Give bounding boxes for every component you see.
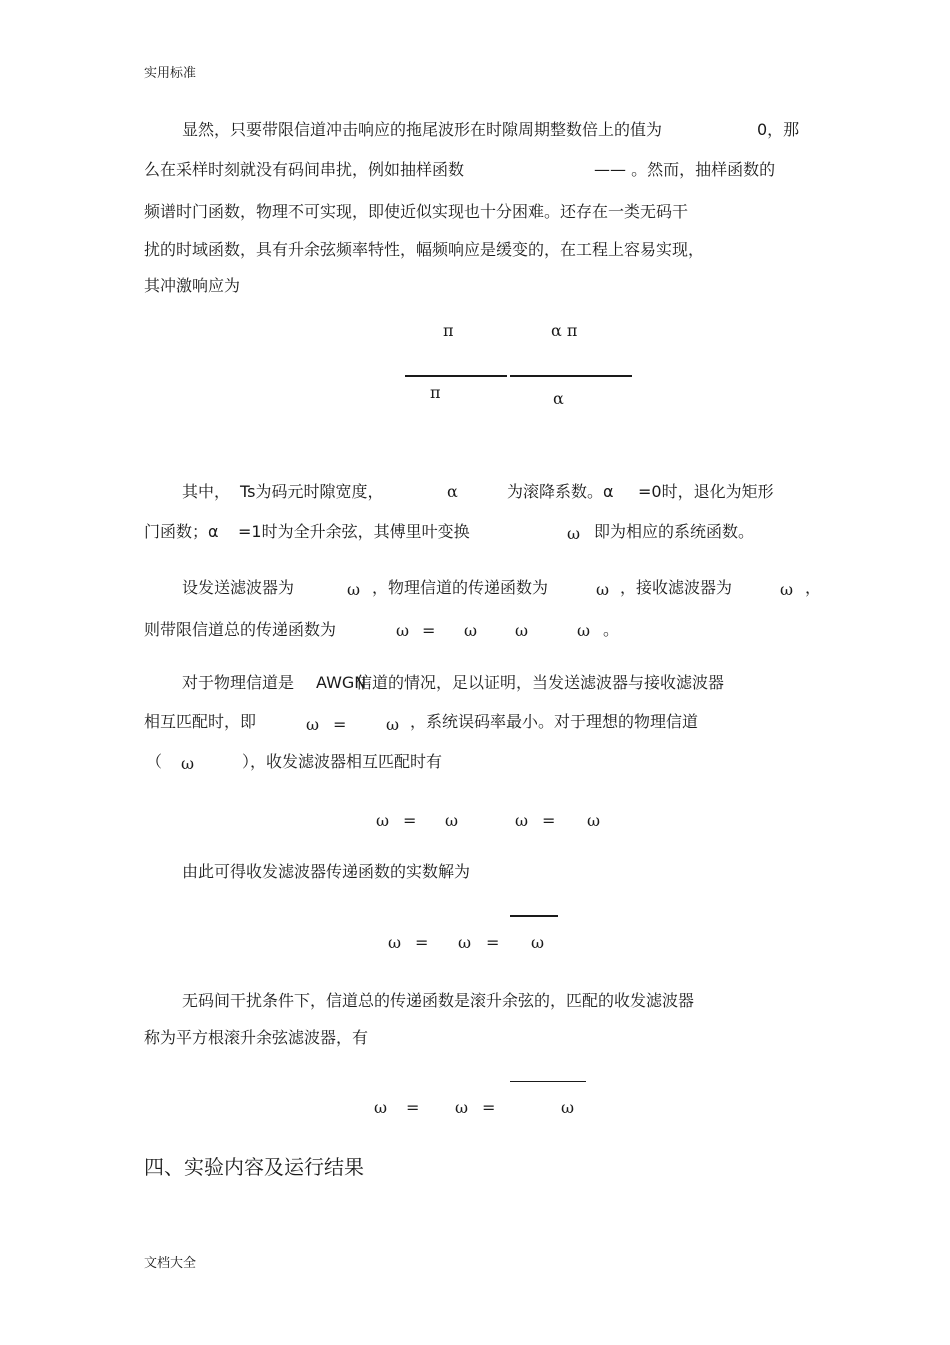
equation-symbol: ω	[587, 811, 601, 830]
paragraph-text: =0时，退化为矩形	[638, 482, 774, 501]
fraction-bar	[510, 375, 632, 377]
paragraph-text: 0，那	[757, 120, 800, 139]
equation-symbol: π	[430, 383, 441, 402]
math-symbol: α	[447, 482, 458, 501]
paragraph-text: （	[146, 752, 163, 771]
paragraph-text: 其中，	[182, 482, 231, 501]
page-footer: 文档大全	[144, 1256, 197, 1271]
paragraph-text: 扰的时域函数，具有升余弦频率特性，幅频响应是缓变的，在工程上容易实现，	[144, 240, 705, 259]
paragraph-text: 即为相应的系统函数。	[594, 522, 755, 541]
paragraph-text: 信道的情况，足以证明，当发送滤波器与接收滤波器	[356, 673, 725, 692]
paragraph-text: 。	[603, 620, 620, 639]
equation-symbol: =	[542, 811, 556, 830]
math-symbol: ω	[780, 580, 794, 599]
equation-symbol: =	[486, 933, 500, 952]
math-symbol: ω	[181, 754, 195, 773]
equation-symbol: ω	[376, 811, 390, 830]
equation-symbol: ω	[455, 1098, 469, 1117]
math-symbol: =	[422, 621, 436, 640]
paragraph-text: ，系统误码率最小。对于理想的物理信道	[410, 712, 699, 731]
paragraph-text: 其冲激响应为	[144, 276, 241, 295]
equation-symbol: =	[403, 811, 417, 830]
math-symbol: ω	[464, 621, 478, 640]
paragraph-text: 对于物理信道是	[182, 673, 295, 692]
equation-symbol: =	[406, 1098, 420, 1117]
paragraph-text: Ts为码元时隙宽度，	[240, 482, 384, 501]
paragraph-text: =1时为全升余弦，其傅里叶变换	[238, 522, 470, 541]
paragraph-text: ，接收滤波器为	[620, 578, 733, 597]
equation-symbol: ω	[561, 1098, 575, 1117]
equation-symbol: ω	[374, 1098, 388, 1117]
paragraph-text: 么在采样时刻就没有码间串扰，例如抽样函数	[144, 160, 465, 179]
math-symbol: ω	[596, 580, 610, 599]
math-symbol: ω	[567, 524, 581, 543]
equation-symbol: =	[415, 933, 429, 952]
math-symbol: ω	[515, 621, 529, 640]
math-symbol: ω	[347, 580, 361, 599]
page-header: 实用标准	[144, 66, 197, 81]
equation-symbol: π	[443, 321, 454, 340]
paragraph-text: 则带限信道总的传递函数为	[144, 620, 337, 639]
math-symbol: ω	[306, 715, 320, 734]
math-symbol: ω	[577, 621, 591, 640]
paragraph-text: 相互匹配时，即	[144, 712, 257, 731]
paragraph-text: AWGN	[316, 673, 367, 692]
sqrt-bar	[510, 915, 558, 917]
math-symbol: ω	[386, 715, 400, 734]
paragraph-text: 称为平方根滚升余弦滤波器，有	[144, 1028, 369, 1047]
equation-symbol: ω	[515, 811, 529, 830]
paragraph-text: 无码间干扰条件下，信道总的传递函数是滚升余弦的，匹配的收发滤波器	[182, 991, 695, 1010]
math-symbol: ω	[396, 621, 410, 640]
paragraph-text: ，	[805, 578, 822, 597]
equation-symbol: ω	[458, 933, 472, 952]
paragraph-text: ，物理信道的传递函数为	[372, 578, 549, 597]
paragraph-text: 频谱时门函数，物理不可实现，即使近似实现也十分困难。还存在一类无码干	[144, 202, 689, 221]
paragraph-text: 由此可得收发滤波器传递函数的实数解为	[182, 862, 471, 881]
paragraph-text: 门函数；α	[144, 522, 219, 541]
sqrt-bar	[510, 1081, 586, 1082]
paragraph-text: —— 。然而，抽样函数的	[594, 160, 776, 179]
math-symbol: =	[333, 715, 347, 734]
equation-symbol: α π	[551, 321, 578, 340]
fraction-bar	[405, 375, 507, 377]
paragraph-text: ），收发滤波器相互匹配时有	[242, 752, 443, 771]
section-heading: 四、实验内容及运行结果	[144, 1155, 364, 1179]
equation-symbol: ω	[388, 933, 402, 952]
equation-symbol: ω	[531, 933, 545, 952]
paragraph-text: 为滚降系数。α	[507, 482, 614, 501]
equation-symbol: α	[553, 389, 564, 408]
paragraph-text: 显然，只要带限信道冲击响应的拖尾波形在时隙周期整数倍上的值为	[182, 120, 663, 139]
paragraph-text: 设发送滤波器为	[182, 578, 295, 597]
equation-symbol: =	[482, 1098, 496, 1117]
equation-symbol: ω	[445, 811, 459, 830]
